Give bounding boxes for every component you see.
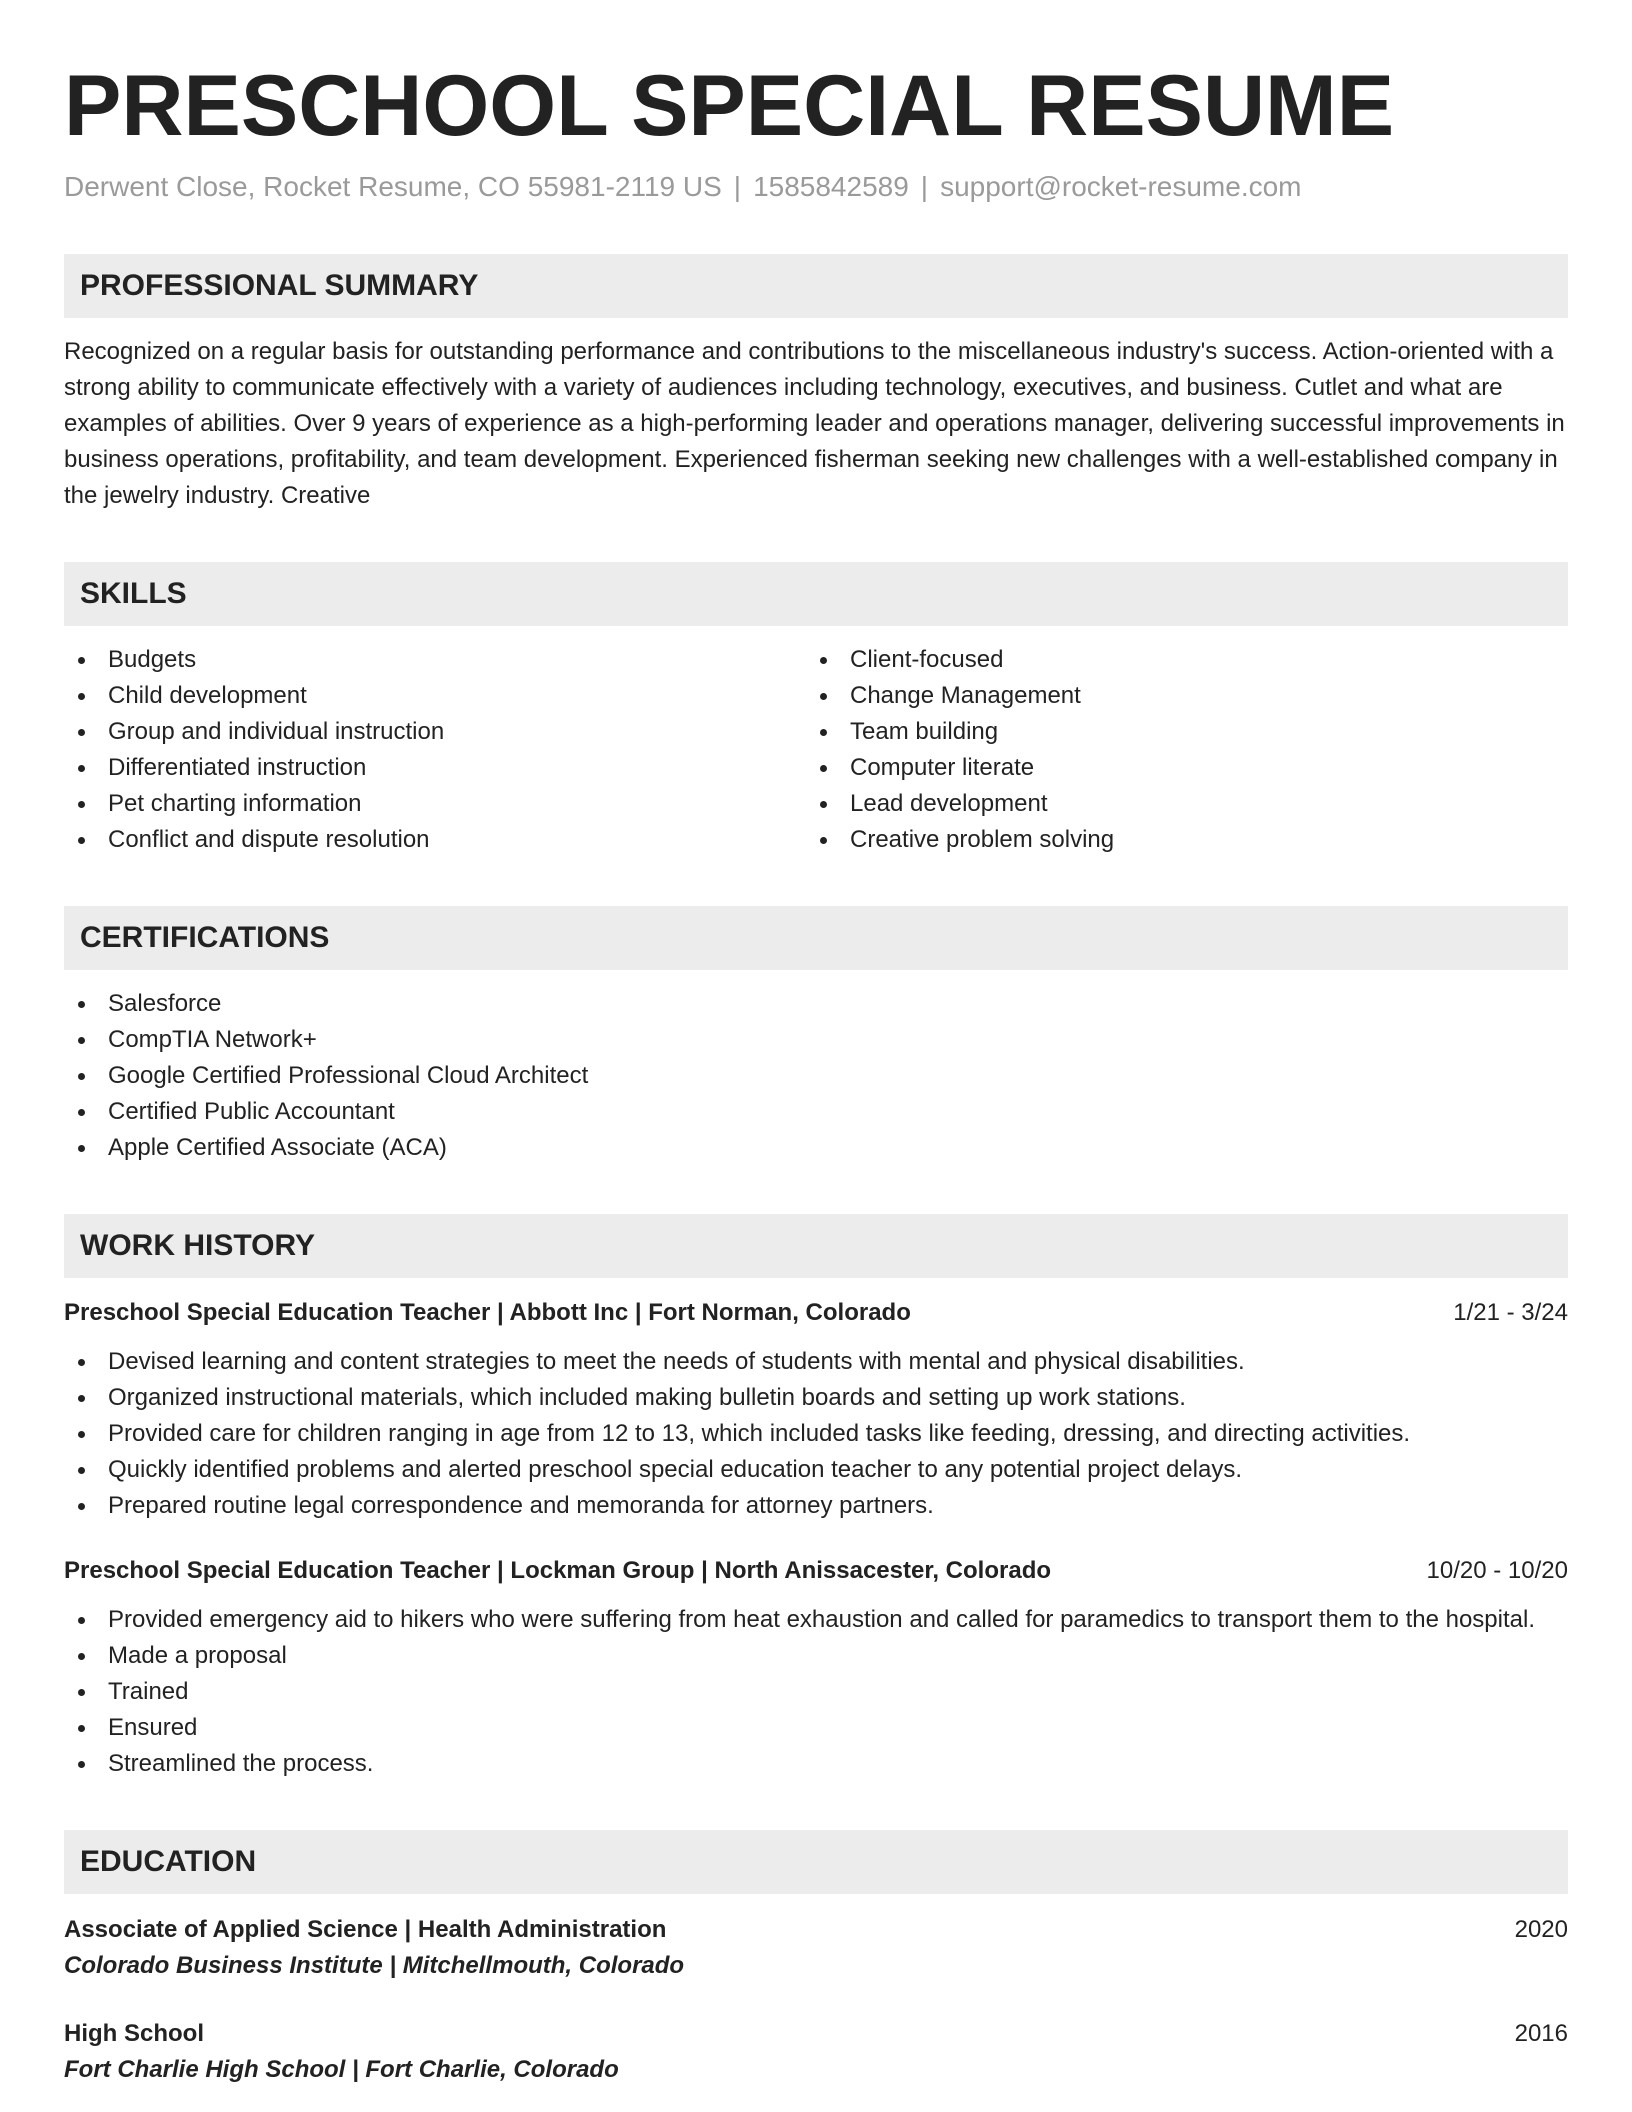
education-entry (64, 2016, 1568, 2088)
education-header (64, 2016, 1568, 2052)
section-heading-summary: PROFESSIONAL SUMMARY (64, 254, 1568, 318)
certification-item: Google Certified Professional Cloud Architect (64, 1058, 1568, 1094)
skill-item: Computer literate (806, 750, 1548, 786)
job-dates: 1/21 - 3/24 (1453, 1299, 1568, 1326)
section-heading-certifications: CERTIFICATIONS (64, 906, 1568, 970)
section-heading-skills: SKILLS (64, 562, 1568, 626)
skill-item: Client-focused (806, 642, 1548, 678)
summary-text: Recognized on a regular basis for outstanding performance and contributions to the miscellaneous industry's success. Action-oriented with a strong ability to communicate effectively with a variety of audiences including technology, executives, and business. Cutlet and what are examples of abilities. Over 9 years of experience as a high-performing leader and operations manager, delivering successful improvements in business operations, profitability, and team development. Experienced fisherman seeking new challenges with a well-established company in the jewelry industry. Creative (64, 338, 1565, 509)
job-bullet: Trained (64, 1674, 1568, 1710)
job-bullet: Quickly identified problems and alerted preschool special education teacher to any potential project delays. (64, 1452, 1568, 1488)
certification-item: Certified Public Accountant (64, 1094, 1568, 1130)
certifications-list (64, 986, 1568, 1166)
skill-item: Group and individual instruction (64, 714, 806, 750)
job-title: Preschool Special Education Teacher | Abbott Inc | Fort Norman, Colorado (64, 1299, 911, 1326)
education-year: 2016 (1514, 2020, 1568, 2047)
job-bullet: Made a proposal (64, 1638, 1568, 1674)
skill-item: Child development (64, 678, 806, 714)
contact-address: Derwent Close, Rocket Resume, CO 55981-2119 US (64, 171, 722, 202)
job-bullet: Provided emergency aid to hikers who were suffering from heat exhaustion and called for paramedics to transport them to the hospital. (64, 1602, 1568, 1638)
job-bullets (64, 1344, 1568, 1524)
contact-separator: | (733, 171, 742, 202)
skill-item: Team building (806, 714, 1548, 750)
skill-item: Change Management (806, 678, 1548, 714)
job-bullet: Ensured (64, 1710, 1568, 1746)
skill-item: Lead development (806, 786, 1548, 822)
education-degree: High School (64, 2020, 204, 2047)
resume-name: PRESCHOOL SPECIAL RESUME (64, 58, 1395, 154)
contact-separator: | (920, 171, 929, 202)
certification-item: CompTIA Network+ (64, 1022, 1568, 1058)
section-heading-education: EDUCATION (64, 1830, 1568, 1894)
certification-item: Salesforce (64, 986, 1568, 1022)
skill-item: Pet charting information (64, 786, 806, 822)
job-bullet: Prepared routine legal correspondence and memoranda for attorney partners. (64, 1488, 1568, 1524)
job-title: Preschool Special Education Teacher | Lockman Group | North Anissacester, Colorado (64, 1557, 1052, 1584)
job-bullet: Streamlined the process. (64, 1746, 1568, 1782)
skill-item: Budgets (64, 642, 806, 678)
education-degree: Associate of Applied Science | Health Administration (64, 1916, 667, 1943)
job-header (64, 1296, 1568, 1330)
skill-item: Conflict and dispute resolution (64, 822, 806, 858)
skills-left-list (64, 642, 806, 858)
education-school: Colorado Business Institute | Mitchellmouth, Colorado (64, 1952, 685, 1979)
job-entry (64, 1296, 1568, 1524)
contact-email: support@rocket-resume.com (940, 171, 1302, 202)
job-bullet: Provided care for children ranging in age from 12 to 13, which included tasks like feeding, dressing, and directing activities. (64, 1416, 1568, 1452)
resume-page (64, 60, 1568, 2088)
job-entry (64, 1554, 1568, 1782)
skill-item: Differentiated instruction (64, 750, 806, 786)
education-entry (64, 1912, 1568, 1984)
education-header (64, 1912, 1568, 1948)
skill-item: Creative problem solving (806, 822, 1548, 858)
job-bullet: Devised learning and content strategies to meet the needs of students with mental and physical disabilities. (64, 1344, 1568, 1380)
skills-columns (64, 642, 1568, 858)
section-heading-work-history: WORK HISTORY (64, 1214, 1568, 1278)
job-dates: 10/20 - 10/20 (1426, 1557, 1568, 1584)
job-bullet: Organized instructional materials, which included making bulletin boards and setting up work stations. (64, 1380, 1568, 1416)
job-bullets (64, 1602, 1568, 1782)
contact-phone: 1585842589 (753, 171, 909, 202)
skills-right-list (806, 642, 1548, 858)
job-header (64, 1554, 1568, 1588)
education-year: 2020 (1514, 1916, 1568, 1943)
contact-line (64, 170, 1568, 204)
certification-item: Apple Certified Associate (ACA) (64, 1130, 1568, 1166)
education-school: Fort Charlie High School | Fort Charlie, Colorado (64, 2056, 619, 2083)
